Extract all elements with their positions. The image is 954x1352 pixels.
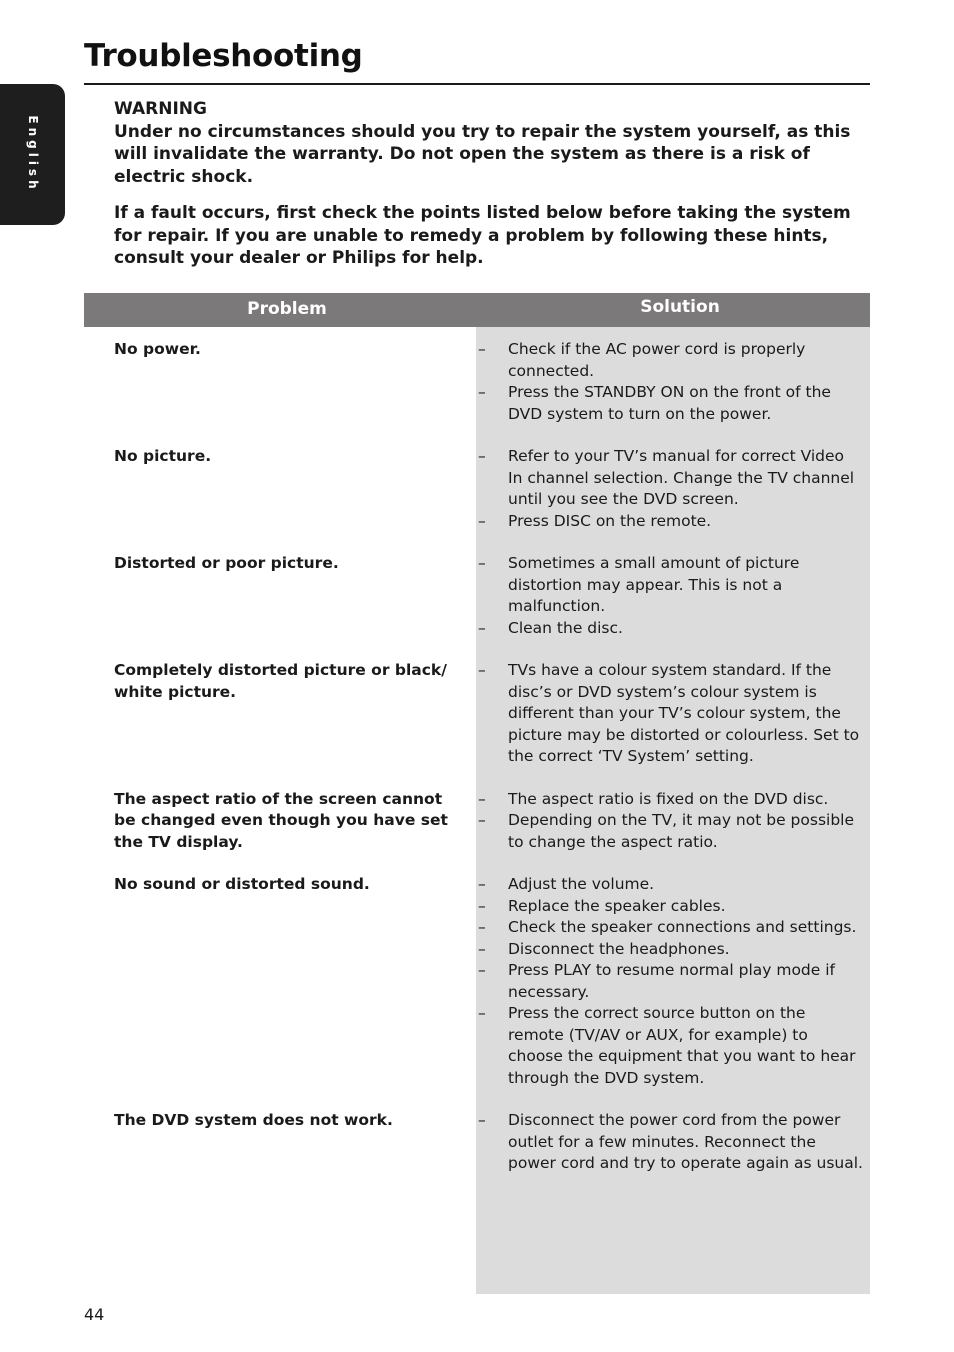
table-row <box>0 789 954 854</box>
solution-item: – The aspect ratio is fixed on the DVD disc. <box>478 789 863 811</box>
solution-item: – Depending on the TV, it may not be possible to change the aspect ratio. <box>478 810 863 853</box>
table-row <box>0 446 954 532</box>
solution-item: – Clean the disc. <box>478 618 863 640</box>
solution-list <box>478 789 863 854</box>
solution-item: – TVs have a colour system standard. If the disc’s or DVD system’s colour system is different than your TV’s colour system, the picture may be distorted or colourless. Set to the correct ‘TV System’ setting. <box>478 660 863 768</box>
solution-item: – Adjust the volume. <box>478 874 863 896</box>
language-tab <box>0 84 65 225</box>
solution-item: – Disconnect the power cord from the power outlet for a few minutes. Reconnect the power cord and try to operate again as usual. <box>478 1110 863 1175</box>
problem-text: Completely distorted picture or black/ white picture. <box>114 661 447 701</box>
solution-item: – Press the correct source button on the remote (TV/AV or AUX, for example) to choose the equipment that you want to hear through the DVD system. <box>478 1003 863 1089</box>
problem-text: No sound or distorted sound. <box>114 875 370 893</box>
page-number: 44 <box>84 1305 105 1324</box>
solution-item: – Press PLAY to resume normal play mode if necessary. <box>478 960 863 1003</box>
troubleshooting-table <box>0 339 954 1196</box>
problem-text: The aspect ratio of the screen cannot be changed even though you have set the TV display. <box>114 789 448 851</box>
solution-list <box>478 874 863 1089</box>
problem-column-header: Problem <box>247 299 327 319</box>
solution-list <box>478 1110 863 1175</box>
solution-column-header: Solution <box>640 297 720 317</box>
table-row <box>0 660 954 768</box>
problem-text: Distorted or poor picture. <box>114 554 339 572</box>
intro-section <box>114 98 870 270</box>
solution-item: – Disconnect the headphones. <box>478 939 863 961</box>
problem-text: No power. <box>114 340 201 358</box>
table-row <box>0 874 954 1089</box>
problem-text: The DVD system does not work. <box>114 1111 393 1129</box>
title-divider <box>84 83 870 85</box>
table-row <box>0 339 954 425</box>
warning-heading: WARNING <box>114 99 207 119</box>
solution-item: – Refer to your TV’s manual for correct Video In channel selection. Change the TV channel until you see the DVD screen. <box>478 446 863 511</box>
solution-item: – Press the STANDBY ON on the front of the DVD system to turn on the power. <box>478 382 863 425</box>
solution-item: – Check the speaker connections and settings. <box>478 917 863 939</box>
page-title: Troubleshooting <box>84 38 363 74</box>
fault-instructions: If a fault occurs, first check the points listed below before taking the system for repair. If you are unable to remedy a problem by following these hints, consult your dealer or Philips for help. <box>114 203 851 268</box>
solution-item: – Replace the speaker cables. <box>478 896 863 918</box>
solution-item: – Sometimes a small amount of picture distortion may appear. This is not a malfunction. <box>478 553 863 618</box>
language-tab-label: English <box>26 115 40 193</box>
table-header <box>84 293 870 327</box>
solution-item: – Check if the AC power cord is properly connected. <box>478 339 863 382</box>
solution-list <box>478 446 863 532</box>
solution-list <box>478 553 863 639</box>
solution-item: – Press DISC on the remote. <box>478 511 863 533</box>
solution-list <box>478 660 863 768</box>
warning-text: Under no circumstances should you try to repair the system yourself, as this will invalidate the warranty. Do not open the system as there is a risk of electric shock. <box>114 121 851 187</box>
problem-text: No picture. <box>114 447 212 465</box>
table-row <box>0 553 954 639</box>
solution-list <box>478 339 863 425</box>
table-row <box>0 1110 954 1175</box>
